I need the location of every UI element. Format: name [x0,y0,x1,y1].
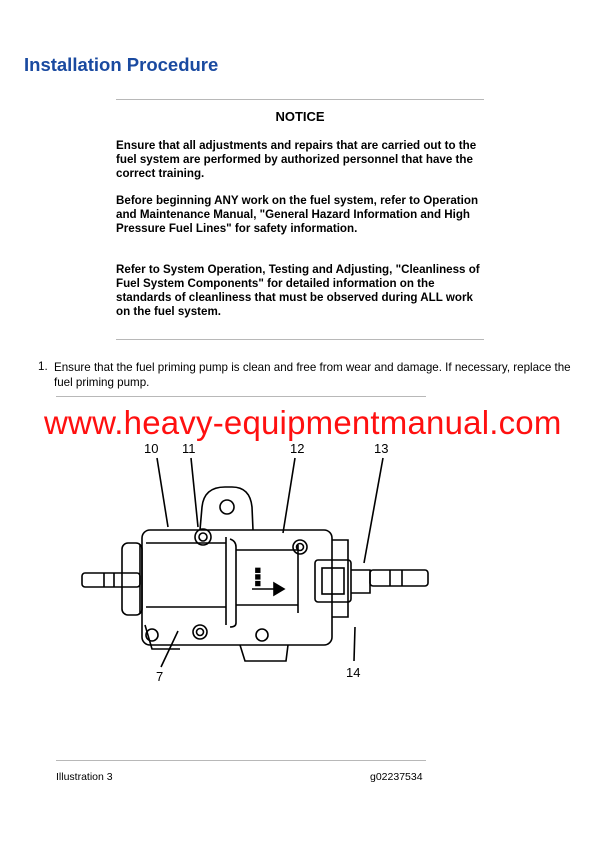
notice-paragraph-2: Before beginning ANY work on the fuel system, refer to Operation and Maintenance Manual, "General Hazard Information and High Pressure Fuel Lines" for safety information. [116,194,479,235]
notice-bottom-rule [116,339,484,340]
svg-text:■■■: ■■■ [254,567,262,587]
notice-paragraph-1: Ensure that all adjustments and repairs that are carried out to the fuel system are performed by authorized personnel that have the correct training. [116,139,477,180]
illustration-id: g02237534 [370,771,423,783]
step-text: Ensure that the fuel priming pump is clean and free from wear and damage. If necessary, replace the fuel priming pump. [54,361,571,389]
watermark: www.heavy-equipmentmanual.com [44,404,562,441]
illustration-callouts [40,435,440,735]
callout-7: 7 [156,669,164,684]
notice-paragraph-3: Refer to System Operation, Testing and Adjusting, "Cleanliness of Fuel System Components" for detailed information on the standards of cleanliness that must be observed during ALL work on the fuel system. [116,263,480,318]
notice-top-rule [116,99,484,100]
callout-11: 11 [182,441,196,456]
section-heading: Installation Procedure [24,54,219,75]
notice-title: NOTICE [275,109,325,124]
illustration-top-rule [56,396,426,397]
step-number: 1. [38,360,48,373]
callout-13: 13 [374,441,389,456]
illustration-bottom-rule [56,760,426,761]
callout-12: 12 [290,441,305,456]
callout-10: 10 [144,441,159,456]
callout-14: 14 [346,665,361,680]
illustration-caption: Illustration 3 [56,771,113,783]
